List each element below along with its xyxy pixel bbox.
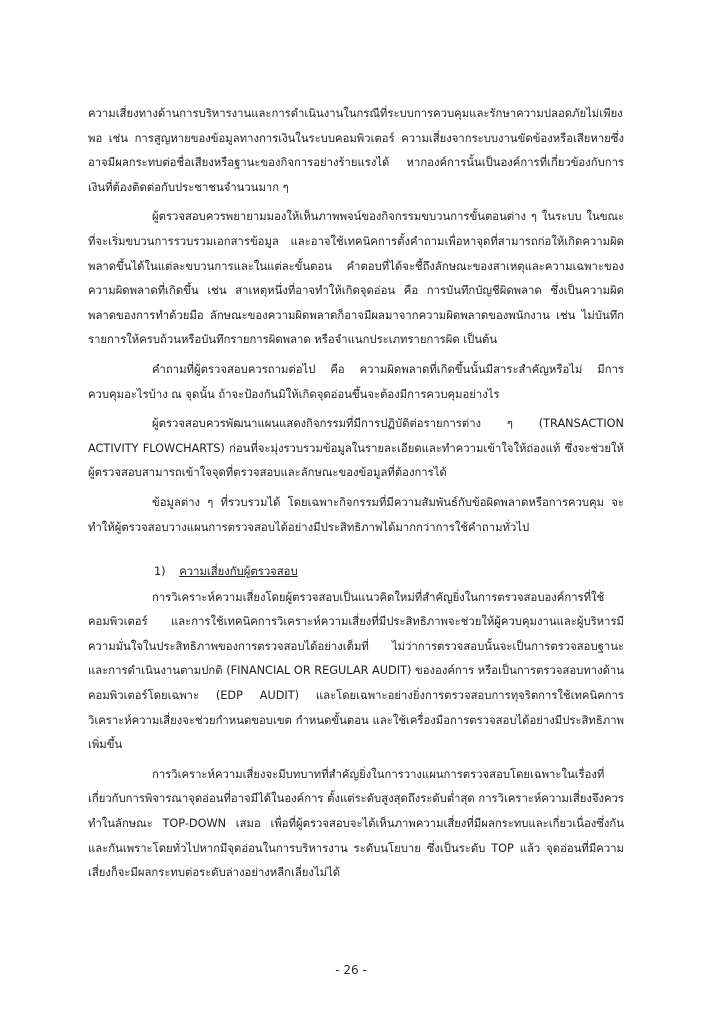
paragraph-auditor-questions: คำถามที่ผู้ตรวจสอบควรถามต่อไป คือ ความผิดพลาดที่เกิดขึ้นนั้นมีสาระสำคัญหรือไม่ มีการควบคุมอะไรบ้าง ณ จุดนั้น ถ้าจะป้องกันมิให้เกิดจุดอ่อนขึ้นจะต้องมีการควบคุมอย่างไร (88, 362, 624, 401)
paragraph-collected-data: ข้อมูลต่าง ๆ ที่รวบรวมได้ โดยเฉพาะกิจกรรมที่มีความสัมพันธ์กับข้อผิดพลาดหรือการควบคุม จะทำให้ผู้ตรวจสอบวางแผนการตรวจสอบได้อย่างมีประสิทธิภาพได้มากกว่าการใช้คำถามทั่วไป (88, 495, 624, 534)
page-number: - 26 - (335, 963, 367, 977)
section-number: 1) (154, 565, 166, 579)
paragraph-auditor-overview: ผู้ตรวจสอบควรพยายามมองให้เห็นภาพพจน์ของกิจกรรมขบวนการขั้นตอนต่าง ๆ ในระบบ ในขณะที่จะเริ่มขบวนการรวบรวมเอกสารข้อมูล และอาจใช้เทคนิคการตั้งคำถามเพื่อหาจุดที่สามารถก่อให้เกิดความผิดพลาดขึ้นได้ในแต่ละขบวนการและในแต่ละขั้นตอน คำตอบที่ได้จะชี้ถึงลักษณะของสาเหตุและความเฉพาะของความผิดพลาดที่เกิดขึ้น เช่น สาเหตุหนึ่งที่อาจทำให้เกิดจุดอ่อน คือ การบันทึกบัญชีผิดพลาด ซึ่งเป็นความผิดพลาดของการทำด้วยมือ ลักษณะของความผิดพลาดก็อาจมีผลมาจากความผิดพลาดของพนักงาน เช่น ไม่บันทึกรายการให้ครบถ้วนหรือบันทึกรายการผิดพลาด หรือจำแนกประเภทรายการผิด เป็นต้น (88, 210, 624, 347)
section-title: ความเสี่ยงกับผู้ตรวจสอบ (179, 565, 298, 579)
page-body (88, 102, 624, 891)
paragraph-risk-management: ความเสี่ยงทางด้านการบริหารงานและการดำเนินงานในกรณีที่ระบบการควบคุมและรักษาความปลอดภัยไม่เพียงพอ เช่น การสูญหายของข้อมูลทางการเงินในระบบคอมพิวเตอร์ ความเสี่ยงจากระบบงานขัดข้องหรือเสียหายซึ่งอาจมีผลกระทบต่อชื่อเสียงหรือฐานะของกิจการอย่างร้ายแรงได้ หากองค์การนั้นเป็นองค์การที่เกี่ยวข้องกับการเงินที่ต้องติดต่อกับประชาชนจำนวนมาก ๆ (88, 107, 624, 194)
paragraph-risk-analysis: การวิเคราะห์ความเสี่ยงโดยผู้ตรวจสอบเป็นแนวคิดใหม่ที่สำคัญยิ่งในการตรวจสอบองค์การที่ใช้คอมพิวเตอร์ และการใช้เทคนิคการวิเคราะห์ความเสี่ยงที่มีประสิทธิภาพจะช่วยให้ผู้ควบคุมงานและผู้บริหารมีความมั่นใจในประสิทธิภาพของการตรวจสอบได้อย่างเต็มที่ ไม่ว่าการตรวจสอบนั้นจะเป็นการตรวจสอบฐานะและการดำเนินงานตามปกติ (FINANCIAL OR REGULAR AUDIT) ขององค์การ หรือเป็นการตรวจสอบทางด้านคอมพิวเตอร์โดยเฉพาะ (EDP AUDIT) และโดยเฉพาะอย่างยิ่งการตรวจสอบการทุจริตการใช้เทคนิคการวิเคราะห์ความเสี่ยงจะช่วยกำหนดขอบเขต กำหนดขั้นตอน และใช้เครื่องมือการตรวจสอบได้อย่างมีประสิทธิภาพเพิ่มขึ้น (88, 590, 624, 752)
section-heading (88, 560, 624, 585)
paragraph-activity-flowcharts: ผู้ตรวจสอบควรพัฒนาแผนแสดงกิจกรรมที่มีการปฏิบัติต่อรายการต่าง ๆ (TRANSACTION ACTIVITY FLOWCHARTS) ก่อนที่จะมุ่งรวบรวมข้อมูลในรายละเอียดและทำความเข้าใจให้ถ่องแท้ ซึ่งจะช่วยให้ผู้ตรวจสอบสามารถเข้าใจจุดที่ตรวจสอบและลักษณะของข้อมูลที่ต้องการได้ (88, 417, 624, 480)
paragraph-top-down: การวิเคราะห์ความเสี่ยงจะมีบทบาทที่สำคัญยิ่งในการวางแผนการตรวจสอบโดยเฉพาะในเรื่องที่เกี่ยวกับการพิจารณาจุดอ่อนที่อาจมีได้ในองค์การ ตั้งแต่ระดับสูงสุดถึงระดับต่ำสุด การวิเคราะห์ความเสี่ยงจึงควรทำในลักษณะ TOP-DOWN เสมอ เพื่อที่ผู้ตรวจสอบจะได้เห็นภาพความเสี่ยงที่มีผลกระทบและเกี่ยวเนื่องซึ่งกันและกันเพราะโดยทั่วไปหากมีจุดอ่อนในการบริหารงาน ระดับนโยบาย ซึ่งเป็นระดับ TOP แล้ว จุดอ่อนที่มีความเสี่ยงก็จะมีผลกระทบต่อระดับล่างอย่างหลีกเลี่ยงไม่ได้ (88, 767, 624, 880)
